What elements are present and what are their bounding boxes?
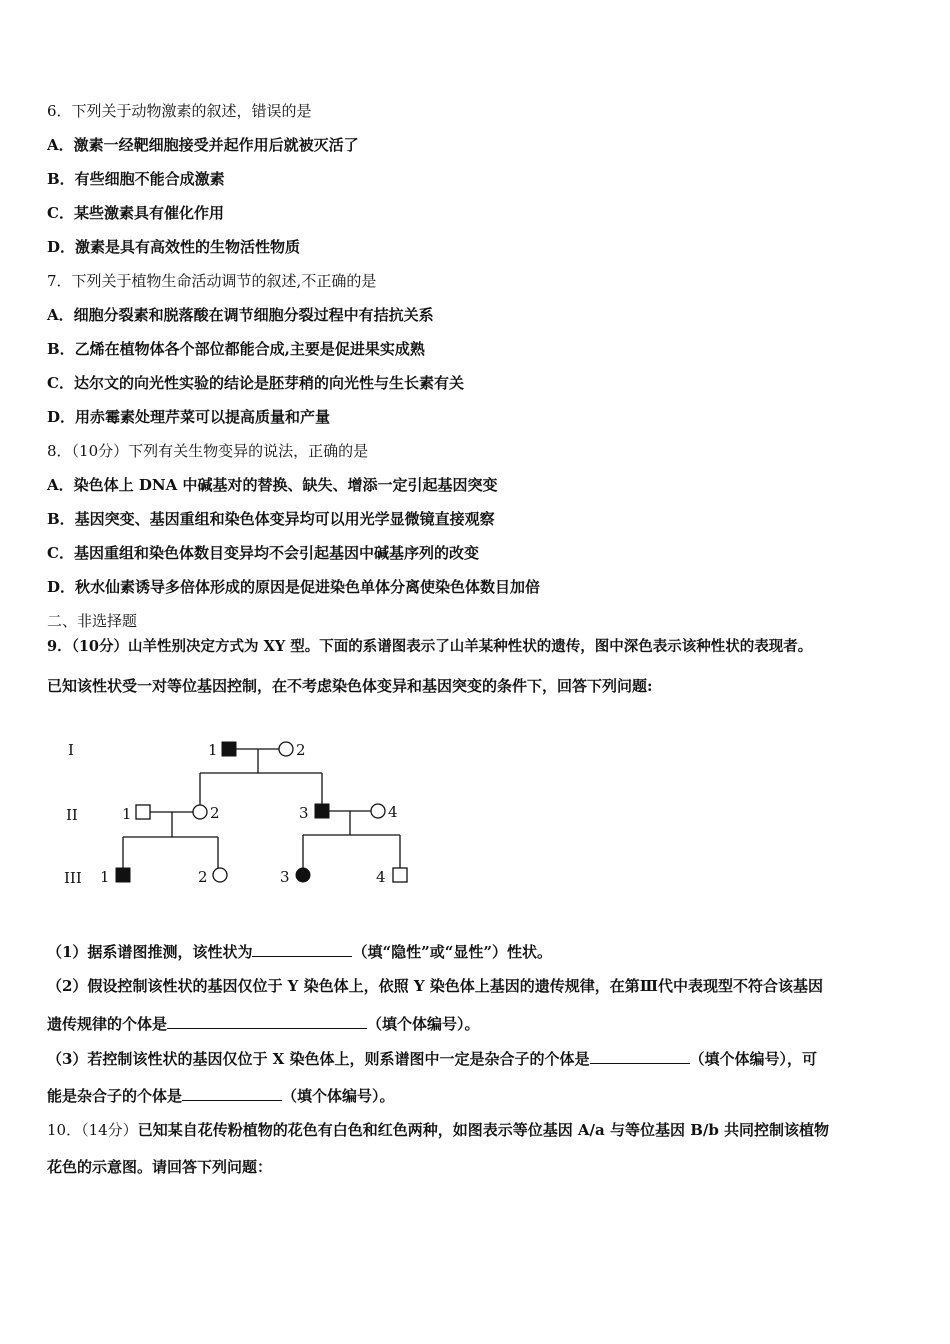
generation-label-1: I: [68, 741, 74, 759]
g2-2-label: 2: [210, 804, 220, 822]
q9-stem-line2: 已知该性状受一对等位基因控制，在不考虑染色体变异和基因突变的条件下，回答下列问题:: [47, 677, 653, 695]
answer-blank-4[interactable]: [182, 1085, 282, 1101]
q9-sub2-line2: [47, 1013, 480, 1034]
answer-blank-1[interactable]: [252, 941, 352, 957]
g3-4-label: 4: [376, 868, 386, 886]
q9-sub1-text: （1）据系谱图推测，该性状为: [47, 943, 253, 961]
q7-option-d: D．用赤霉素处理芹菜可以提高质量和产量: [47, 408, 331, 426]
affected-male-g3-1: [116, 868, 130, 882]
answer-blank-2[interactable]: [167, 1013, 367, 1029]
q6-option-a: A．激素一经靶细胞接受并起作用后就被灭活了: [47, 136, 359, 154]
q9-stem-line1: 9．（10分）山羊性别决定方式为 XY 型。下面的系谱图表示了山羊某种性状的遗传，图中深色表示该种性状的表现者。: [47, 638, 813, 655]
q8-option-d: D．秋水仙素诱导多倍体形成的原因是促进染色单体分离使染色体数目加倍: [47, 578, 541, 596]
pedigree-diagram: [60, 725, 420, 900]
answer-blank-3[interactable]: [590, 1048, 690, 1064]
q10-stem-line2: 花色的示意图。请回答下列问题：: [47, 1158, 273, 1176]
q9-sub3-text2: 能是杂合子的个体是: [47, 1087, 183, 1105]
generation-label-2: II: [66, 806, 78, 824]
q7-stem: 7．下列关于植物生命活动调节的叙述,不正确的是: [47, 272, 377, 290]
q6-stem: 6．下列关于动物激素的叙述，错误的是: [47, 102, 312, 120]
g2-1-label: 1: [122, 805, 132, 823]
q6-option-b: B．有些细胞不能合成激素: [47, 170, 225, 188]
q8-option-b: B．基因突变、基因重组和染色体变异均可以用光学显微镜直接观察: [47, 510, 495, 528]
affected-male-g2-3: [315, 804, 329, 818]
g3-1-label: 1: [100, 868, 110, 886]
q9-sub2-text: 遗传规律的个体是: [47, 1015, 168, 1033]
g2-3-label: 3: [299, 804, 309, 822]
q9-sub1-hint: （填“隐性”或“显性”）性状。: [352, 943, 552, 961]
section-heading: 二、非选择题: [47, 612, 138, 630]
g3-3-label: 3: [280, 868, 290, 886]
q9-sub3-line2: [47, 1085, 395, 1106]
unaffected-female-g1-2: [279, 742, 293, 756]
unaffected-female-g2-4: [371, 804, 385, 818]
q7-option-b: B．乙烯在植物体各个部位都能合成,主要是促进果实成熟: [47, 340, 425, 358]
q10-text: 已知某自花传粉植物的花色有白色和红色两种，如图表示等位基因 A/a 与等位基因 B/b 共同控制该植物: [137, 1121, 830, 1139]
affected-female-g3-3: [296, 868, 310, 882]
q6-option-c: C．某些激素具有催化作用: [47, 204, 224, 222]
affected-male-g1-1: [222, 742, 236, 756]
q7-option-a: A．细胞分裂素和脱落酸在调节细胞分裂过程中有拮抗关系: [47, 306, 434, 324]
q10-stem-line1: [47, 1120, 829, 1140]
unaffected-male-g2-1: [136, 805, 150, 819]
q8-option-a: A．染色体上 DNA 中碱基对的替换、缺失、增添一定引起基因突变: [47, 476, 498, 494]
q8-stem: 8．（10分）下列有关生物变异的说法，正确的是: [47, 442, 369, 460]
q9-sub2-line1: （2）假设控制该性状的基因仅位于 Y 染色体上，依照 Y 染色体上基因的遗传规律，在第Ⅲ代中表现型不符合该基因: [47, 977, 824, 995]
q10-number: 10．（14分）: [47, 1121, 138, 1139]
q7-option-c: C．达尔文的向光性实验的结论是胚芽稍的向光性与生长素有关: [47, 374, 464, 392]
g3-2-label: 2: [198, 868, 208, 886]
g1-1-label: 1: [208, 741, 218, 759]
generation-label-3: III: [64, 869, 82, 887]
g2-4-label: 4: [388, 803, 398, 821]
unaffected-female-g2-2: [193, 805, 207, 819]
unaffected-female-g3-2: [213, 868, 227, 882]
q9-sub3-text: （3）若控制该性状的基因仅位于 X 染色体上，则系谱图中一定是杂合子的个体是: [47, 1050, 590, 1068]
q9-sub2-hint: （填个体编号）。: [367, 1015, 480, 1033]
q9-sub3-hint: （填个体编号），可: [689, 1050, 818, 1068]
q9-sub1: [47, 941, 552, 962]
q9-sub3-hint2: （填个体编号）。: [282, 1087, 395, 1105]
q8-option-c: C．基因重组和染色体数目变异均不会引起基因中碱基序列的改变: [47, 544, 479, 562]
q6-option-d: D．激素是具有高效性的生物活性物质: [47, 238, 301, 256]
g1-2-label: 2: [296, 741, 306, 759]
q9-sub3-line1: [47, 1048, 817, 1069]
unaffected-male-g3-4: [393, 868, 407, 882]
